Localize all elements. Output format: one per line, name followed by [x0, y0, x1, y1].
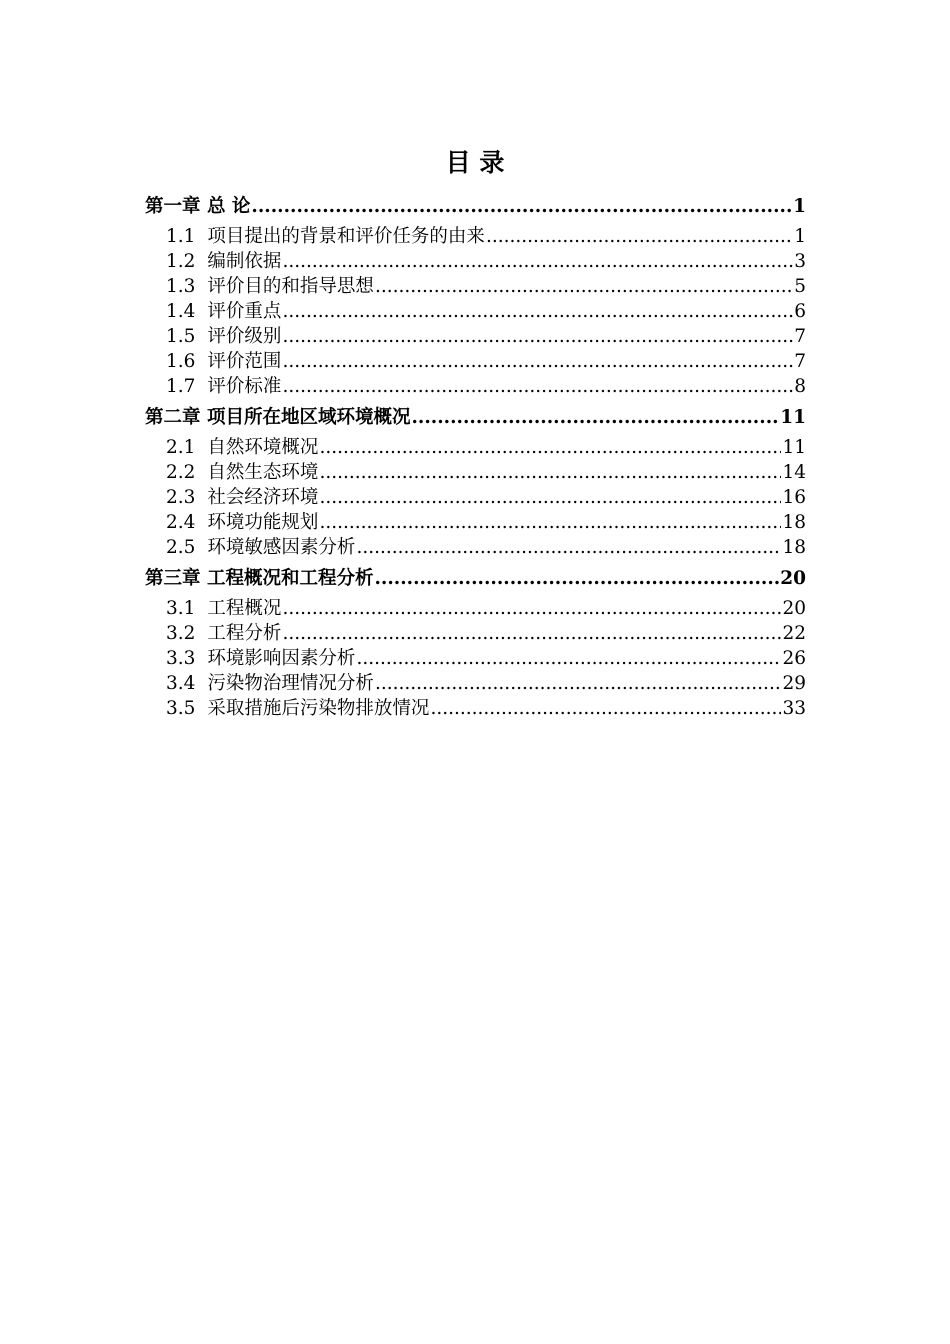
leader-dots [282, 324, 793, 349]
toc-label: 工程分析 [207, 623, 282, 644]
toc-section-1-1[interactable] [145, 224, 806, 249]
toc-page-number: 5 [794, 276, 806, 297]
toc-label: 环境功能规划 [207, 512, 319, 533]
toc-page-number: 18 [782, 537, 806, 558]
toc-section-3-5[interactable] [145, 696, 806, 721]
toc-number: 3.3 [166, 648, 196, 669]
toc-section-1-6[interactable] [145, 349, 806, 374]
toc-number: 2.1 [166, 437, 196, 458]
toc-chapter-1[interactable] [145, 192, 806, 222]
leader-dots [430, 696, 781, 721]
toc-section-1-3[interactable] [145, 274, 806, 299]
toc-page-number: 16 [782, 487, 806, 508]
toc-label: 第一章 总 论 [145, 196, 251, 217]
toc-section-1-5[interactable] [145, 324, 806, 349]
toc-label: 评价范围 [207, 351, 282, 372]
toc-page-number: 26 [782, 648, 806, 669]
toc-page-number: 6 [794, 301, 806, 322]
toc-number: 1.1 [166, 226, 196, 247]
toc-page-number: 14 [782, 462, 806, 483]
toc-chapter-3[interactable] [145, 564, 806, 594]
toc-number: 1.7 [166, 376, 196, 397]
toc-section-2-3[interactable] [145, 485, 806, 510]
leader-dots [282, 349, 793, 374]
toc-chapter-2[interactable] [145, 403, 806, 433]
toc-number: 1.5 [166, 326, 196, 347]
toc-page-number: 1 [794, 226, 806, 247]
toc-page-number: 7 [794, 326, 806, 347]
toc-page-number: 11 [780, 407, 806, 428]
toc-label: 自然生态环境 [207, 462, 319, 483]
toc-page-number: 20 [780, 568, 806, 589]
leader-dots [356, 646, 781, 671]
toc-label: 评价级别 [207, 326, 282, 347]
toc-label: 第二章 项目所在地区域环境概况 [145, 407, 411, 428]
table-of-contents [145, 192, 806, 721]
toc-number: 1.6 [166, 351, 196, 372]
leader-dots [375, 671, 782, 696]
leader-dots [374, 564, 779, 594]
leader-dots [282, 249, 793, 274]
leader-dots [282, 374, 793, 399]
toc-label: 评价标准 [207, 376, 282, 397]
toc-section-3-1[interactable] [145, 596, 806, 621]
toc-section-3-3[interactable] [145, 646, 806, 671]
toc-number: 2.2 [166, 462, 196, 483]
leader-dots [319, 510, 781, 535]
leader-dots [356, 535, 781, 560]
toc-page-number: 33 [782, 698, 806, 719]
toc-page-number: 22 [782, 623, 806, 644]
toc-section-1-2[interactable] [145, 249, 806, 274]
toc-label: 工程概况 [207, 598, 282, 619]
toc-label: 污染物治理情况分析 [207, 673, 374, 694]
toc-number: 3.1 [166, 598, 196, 619]
toc-page-number: 11 [782, 437, 806, 458]
toc-label: 编制依据 [207, 251, 282, 272]
leader-dots [411, 403, 779, 433]
toc-page-number: 20 [782, 598, 806, 619]
toc-section-3-2[interactable] [145, 621, 806, 646]
toc-section-2-4[interactable] [145, 510, 806, 535]
toc-number: 1.4 [166, 301, 196, 322]
toc-number: 3.2 [166, 623, 196, 644]
toc-number: 3.4 [166, 673, 196, 694]
leader-dots [319, 485, 781, 510]
toc-page-number: 29 [782, 673, 806, 694]
leader-dots [486, 224, 793, 249]
toc-label: 第三章 工程概况和工程分析 [145, 568, 374, 589]
toc-label: 评价重点 [207, 301, 282, 322]
toc-label: 自然环境概况 [207, 437, 319, 458]
toc-page-number: 1 [793, 196, 806, 217]
toc-number: 2.5 [166, 537, 196, 558]
toc-page-number: 7 [794, 351, 806, 372]
toc-label: 环境影响因素分析 [207, 648, 356, 669]
toc-number: 1.3 [166, 276, 196, 297]
leader-dots [319, 460, 781, 485]
toc-section-2-5[interactable] [145, 535, 806, 560]
toc-section-3-4[interactable] [145, 671, 806, 696]
leader-dots [282, 299, 793, 324]
toc-section-2-1[interactable] [145, 435, 806, 460]
toc-label: 采取措施后污染物排放情况 [207, 698, 430, 719]
toc-page-number: 3 [794, 251, 806, 272]
toc-section-2-2[interactable] [145, 460, 806, 485]
leader-dots [282, 621, 781, 646]
toc-page-number: 18 [782, 512, 806, 533]
toc-label: 项目提出的背景和评价任务的由来 [207, 226, 485, 247]
toc-label: 评价目的和指导思想 [207, 276, 374, 297]
toc-number: 2.4 [166, 512, 196, 533]
toc-label: 社会经济环境 [207, 487, 319, 508]
toc-number: 2.3 [166, 487, 196, 508]
leader-dots [319, 435, 781, 460]
leader-dots [251, 192, 792, 222]
leader-dots [282, 596, 781, 621]
toc-section-1-7[interactable] [145, 374, 806, 399]
toc-label: 环境敏感因素分析 [207, 537, 356, 558]
toc-number: 3.5 [166, 698, 196, 719]
toc-page-number: 8 [794, 376, 806, 397]
toc-number: 1.2 [166, 251, 196, 272]
toc-section-1-4[interactable] [145, 299, 806, 324]
leader-dots [375, 274, 793, 299]
page-title: 目 录 [445, 148, 505, 177]
